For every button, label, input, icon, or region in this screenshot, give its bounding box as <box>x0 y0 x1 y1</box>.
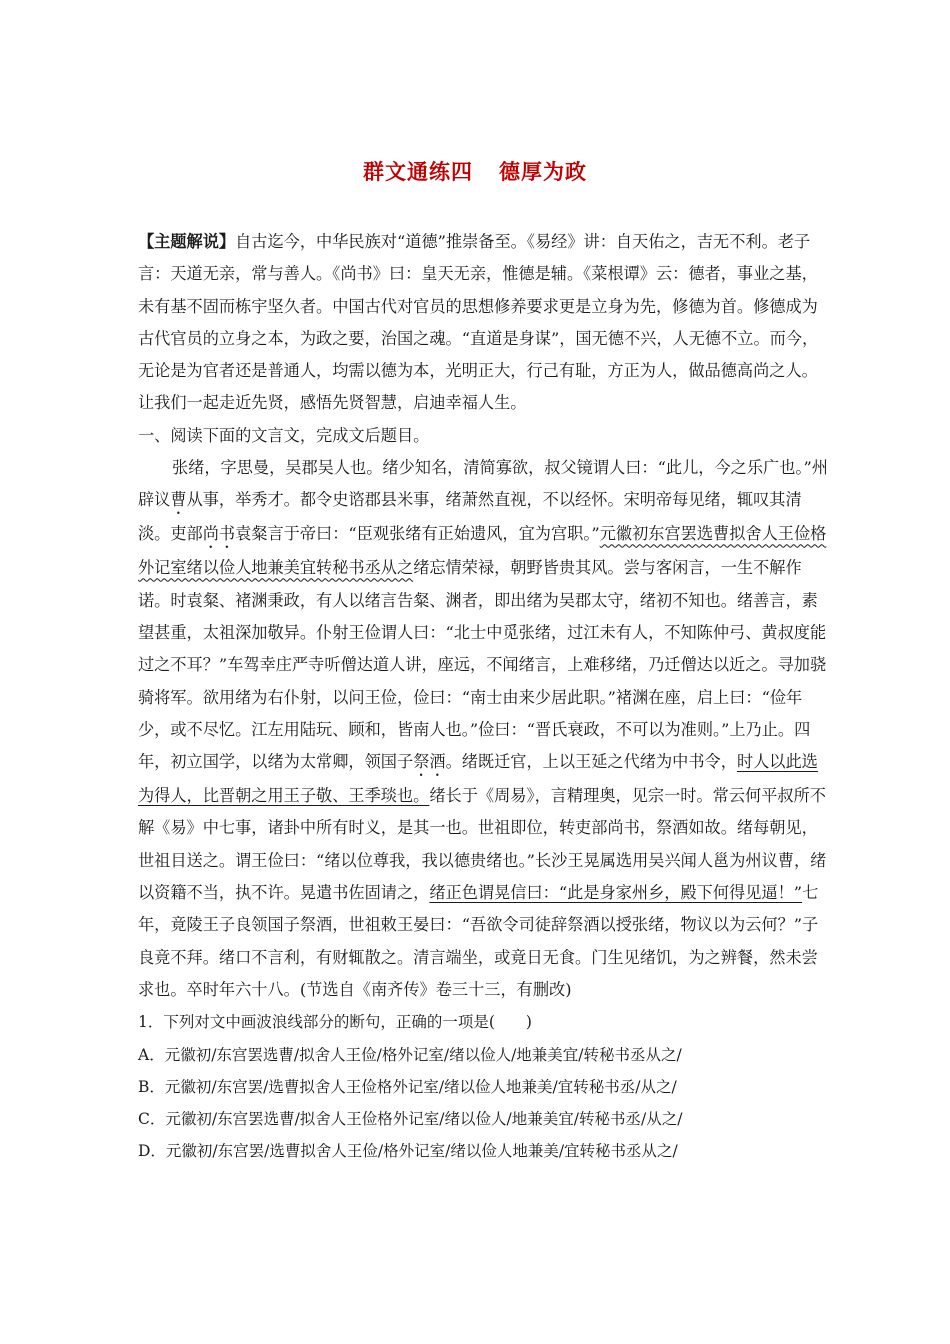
passage-text-2: 从事，举秀才。都令史谘郡县米事，绪萧然直视，不以经怀。宋明帝每见绪，辄叹其清淡。吏部 <box>138 490 802 544</box>
passage-text-6: 绪长于《周易》，言精理奥，见宗一时。常云何平叔所不解《易》中七事，诸卦中所有时义，是其一也。世祖即位，转吏部尚书，祭酒如故。绪每朝见，世祖目送之。谓王俭曰：“绪以位尊我，我以德贵绪也。”长沙王晃属选用吴兴闻人邕为州议曹，绪以资籍不当，执不许。晃遣书佐固请之， <box>138 786 827 903</box>
passage-paragraph <box>138 452 828 1006</box>
question-stem: 1．下列对文中画波浪线部分的断句，正确的一项是( ) <box>138 1013 532 1032</box>
emphasis-dot-word: 祭酒 <box>413 752 446 772</box>
option-d[interactable]: D．元徽初/东宫罢/选曹拟舍人王俭/格外记室/绪以俭人地兼美/宜转秘书丞从之/ <box>138 1142 678 1161</box>
page-title <box>0 156 950 186</box>
emphasis-dot-word: 曹 <box>170 490 187 510</box>
passage-text-7: 七年，竟陵王子良领国子祭酒，世祖敕王晏曰：“吾欲令司徒辞祭酒以授张绪，物议以为云何？”子良竟不拜。绪口不言利，有财辄散之。清言端坐，或竟日无食。门生见绪饥，为之辨餐，然未尝求也。卒时年六十八。(节选自《南齐传》卷三十三，有删改) <box>138 883 819 999</box>
passage-text-4: 绪忘情荣禄，朝野皆贵其风。尝与客闲言，一生不解作诺。时袁粲、褚渊秉政，有人以绪言告粲、渊者，即出绪为吴郡太守，绪初不知也。绪善言，素望甚重，太祖深加敬异。仆射王俭谓人曰：“北士中觅张绪，过江未有人，不知陈仲弓、黄叔度能过之不耳？”车驾幸庄严寺听僧达道人讲，座远，不闻绪言，上难移绪，乃迁僧达以近之。寻加骁骑将军。欲用绪为右仆射，以问王俭，俭曰：“南士由来少居此职。”褚渊在座，启上曰：“俭年少，或不尽忆。江左用陆玩、顾和，皆南人也。”俭曰：“晋氏衰政，不可以为准则。”上乃止。四年，初立国学，以绪为太常卿，领国子 <box>138 558 827 772</box>
section-heading: 一、阅读下面的文言文，完成文后题目。 <box>138 425 430 445</box>
option-c[interactable]: C．元徽初/东宫罢选曹/拟舍人王俭格外记室/绪以俭人/地兼美宜/转秘书丞/从之/ <box>138 1110 683 1129</box>
passage-text-5: 。绪既迁官，上以王延之代绪为中书令， <box>445 752 737 772</box>
passage-text-1: 张绪，字思曼，吴郡吴人也。绪少知名，清简寡欲，叔父镜谓人曰：“此儿，今之乐广也。”州辟议 <box>138 458 828 510</box>
intro-text: 自古迄今，中华民族对“道德”推崇备至。《易经》讲：自天佑之，吉无不利。老子言：天道无亲，常与善人。《尚书》曰：皇天无亲，惟德是辅。《菜根谭》云：德者，事业之基，未有基不固而栋宇坚久者。中国古代对官员的思想修养要求更是立身为先，修德为首。修德成为古代官员的立身之本，为政之要，治国之魂。“直道是身谋”，国无德不兴，人无德不立。而今，无论是为官者还是普通人，均需以德为本，光明正大，行己有耻，方正为人，做品德高尚之人。让我们一起走近先贤，感悟先贤智慧，启迪幸福人生。 <box>138 232 819 413</box>
passage-text-3: 袁粲言于帝曰：“臣观张绪有正始遗风，宜为宫职。” <box>235 524 600 544</box>
title-part2: 德厚为政 <box>499 160 587 184</box>
emphasis-dot-word: 尚书 <box>202 524 236 544</box>
underlined-sentence: 时人以此选为得人，比晋朝之用王子敬、王季琰也。 <box>138 752 818 806</box>
option-a[interactable]: A．元徽初/东宫罢选曹/拟舍人王俭/格外记室/绪以俭人/地兼美宜/转秘书丞从之/ <box>138 1045 682 1064</box>
title-part1: 群文通练四 <box>363 160 473 184</box>
intro-paragraph <box>138 226 828 420</box>
document-body <box>138 226 828 1168</box>
intro-label: 【主题解说】 <box>138 232 236 251</box>
underlined-sentence: 绪正色谓晃信曰：“此是身家州乡，殿下何得见逼！” <box>429 883 803 903</box>
wavy-underlined-passage: 元徽初东宫罢选曹拟舍人王俭格外记室绪以俭人地兼美宜转秘书丞从之 <box>138 524 827 578</box>
option-b[interactable]: B．元徽初/东宫罢/选曹拟舍人王俭格外记室/绪以俭人地兼美/宜转秘书丞/从之/ <box>138 1077 677 1096</box>
